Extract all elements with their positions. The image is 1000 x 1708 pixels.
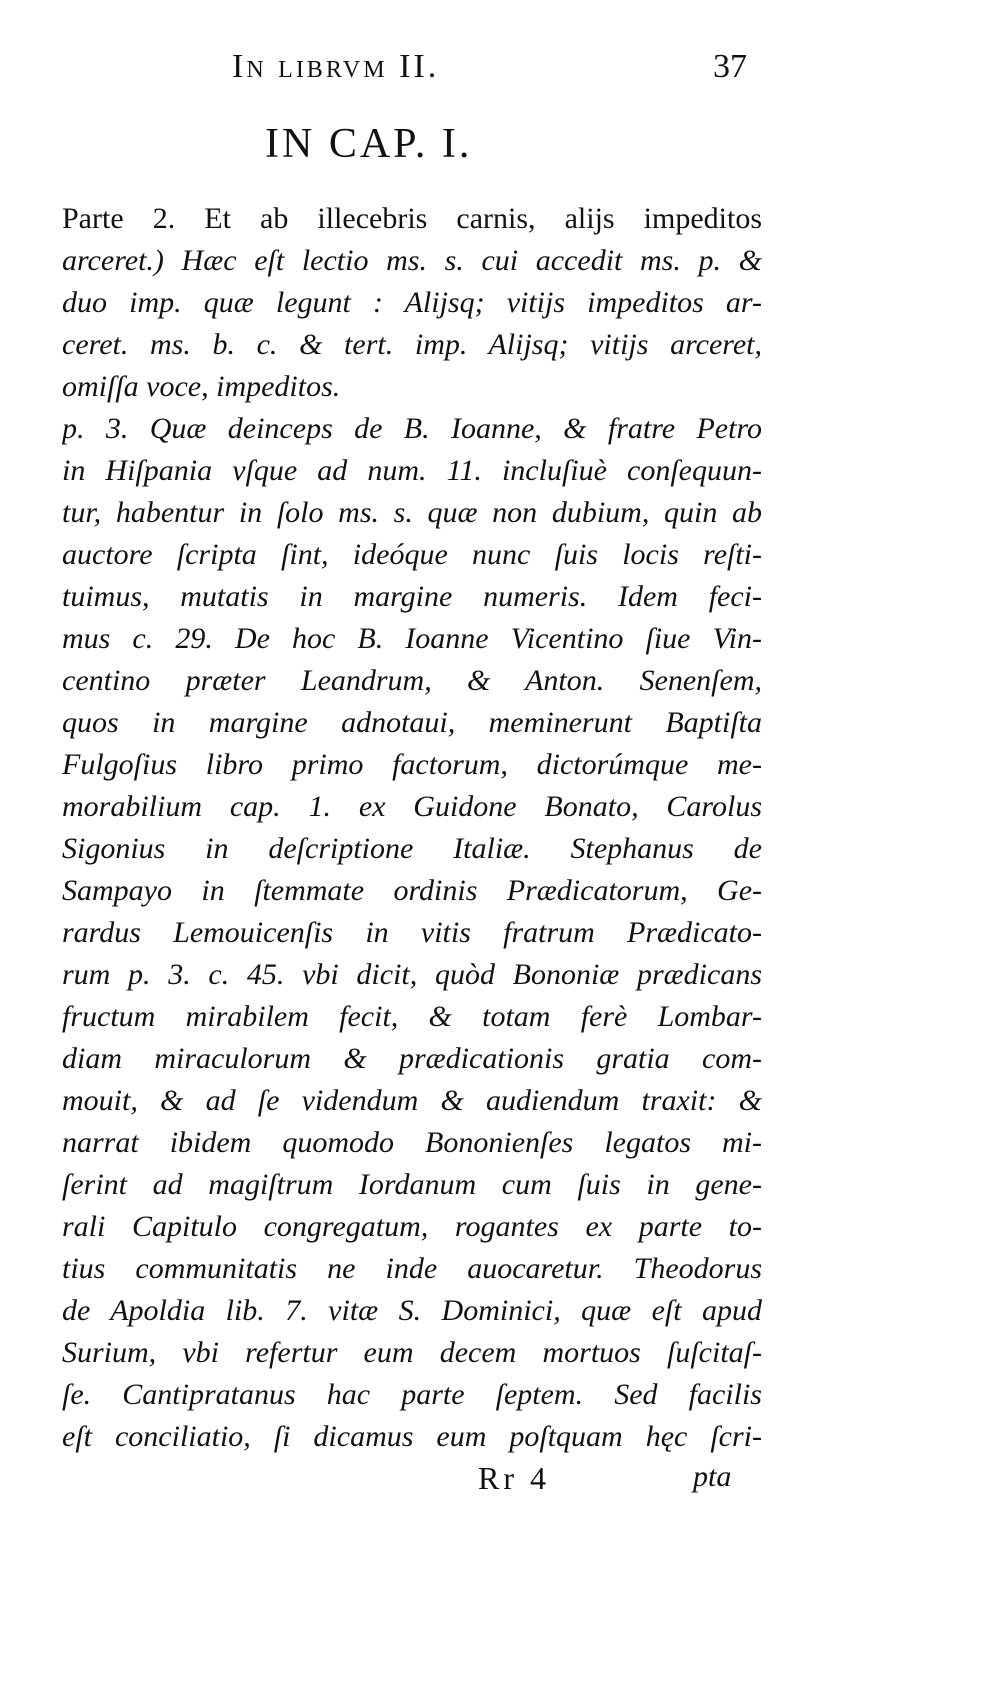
text-line: mus c. 29. De hoc B. Ioanne Vicentino ſiue Vin- <box>62 622 762 655</box>
text-line: ſe. Cantipratanus hac parte ſeptem. Sed facilis <box>62 1378 762 1411</box>
text-line: eſt conciliatio, ſi dicamus eum poſtquam hęc ſcri- <box>62 1420 762 1453</box>
text-line: ceret. ms. b. c. & tert. imp. Alijsq; vitijs arceret, <box>62 328 762 361</box>
text-line: mouit, & ad ſe videndum & audiendum traxit: & <box>62 1084 762 1117</box>
text-line: diam miraculorum & prædicationis gratia com- <box>62 1042 762 1075</box>
text-line: fructum mirabilem fecit, & totam ferè Lombar- <box>62 1000 762 1033</box>
text-line: arceret.) Hæc eſt lectio ms. s. cui accedit ms. p. & <box>62 244 762 277</box>
running-head <box>0 40 1000 90</box>
catchword: pta <box>693 1460 732 1493</box>
body-text <box>62 198 762 1458</box>
chapter-heading: IN CAP. I. <box>265 121 473 167</box>
text-line: auctore ſcripta ſint, ideóque nunc ſuis locis reſti- <box>62 538 762 571</box>
page-footer <box>0 1460 1000 1504</box>
text-line: Fulgoſius libro primo factorum, dictorúmque me- <box>62 748 762 781</box>
text-line: tius communitatis ne inde auocaretur. Theodorus <box>62 1252 762 1285</box>
text-line: narrat ibidem quomodo Bononienſes legatos mi- <box>62 1126 762 1159</box>
text-line: centino præter Leandrum, & Anton. Senenſem, <box>62 664 762 697</box>
text-line: quos in margine adnotaui, meminerunt Baptiſta <box>62 706 762 739</box>
text-line: tuimus, mutatis in margine numeris. Idem feci- <box>62 580 762 613</box>
text-line: tur, habentur in ſolo ms. s. quæ non dubium, quin ab <box>62 496 762 529</box>
text-line: ſerint ad magiſtrum Iordanum cum ſuis in gene- <box>62 1168 762 1201</box>
text-line: p. 3. Quæ deinceps de B. Ioanne, & fratre Petro <box>62 412 762 445</box>
text-line: rardus Lemouicenſis in vitis fratrum Prædicato- <box>62 916 762 949</box>
text-line: Sampayo in ſtemmate ordinis Prædicatorum, Ge- <box>62 874 762 907</box>
page-number: 37 <box>713 48 747 85</box>
text-line: Surium, vbi refertur eum decem mortuos ſuſcitaſ- <box>62 1336 762 1369</box>
text-line: de Apoldia lib. 7. vitæ S. Dominici, quæ eſt apud <box>62 1294 762 1327</box>
text-line: morabilium cap. 1. ex Guidone Bonato, Carolus <box>62 790 762 823</box>
signature-mark: Rr 4 <box>478 1460 550 1496</box>
text-line: in Hiſpania vſque ad num. 11. incluſiuè conſequun- <box>62 454 762 487</box>
text-line: duo imp. quæ legunt : Alijsq; vitijs impeditos ar- <box>62 286 762 319</box>
running-title: In librvm II. <box>232 48 440 85</box>
text-line: omiſſa voce, impeditos. <box>62 370 341 403</box>
text-line: Parte 2. Et ab illecebris carnis, alijs impeditos <box>62 202 762 235</box>
text-line: rum p. 3. c. 45. vbi dicit, quòd Bononiæ prædicans <box>62 958 762 991</box>
text-line: rali Capitulo congregatum, rogantes ex parte to- <box>62 1210 762 1243</box>
text-line: Sigonius in deſcriptione Italiæ. Stephanus de <box>62 832 762 865</box>
